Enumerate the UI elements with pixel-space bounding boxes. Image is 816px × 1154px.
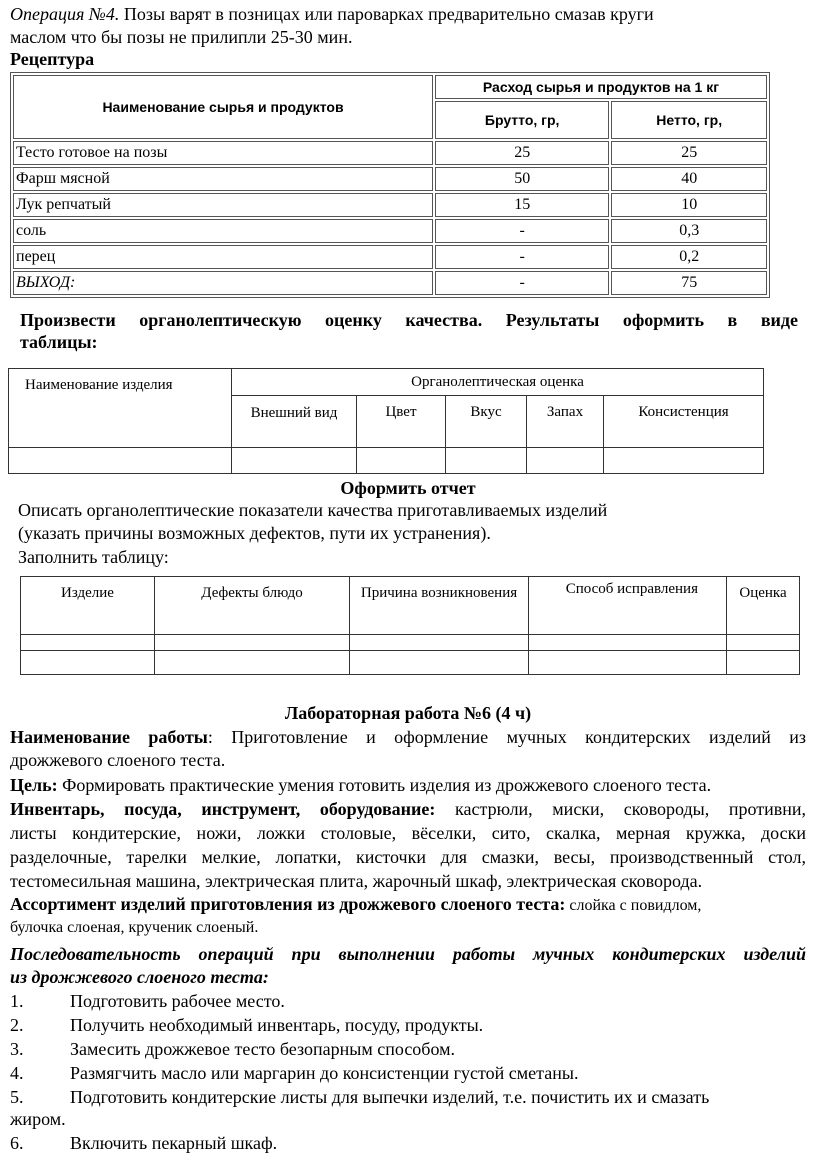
- sequence-title-2: из дрожжевого слоеного теста:: [10, 967, 269, 987]
- table-row: [13, 219, 767, 243]
- assortment-line: [10, 893, 806, 917]
- step-text: Подготовить кондитерские листы для выпечки изделий, т.е. почистить их и смазать: [70, 1087, 710, 1107]
- cell-net: 40: [611, 167, 767, 191]
- lab-name-text: : Приготовление и оформление мучных кондитерских изделий из: [207, 727, 806, 747]
- header-appearance: Внешний вид: [232, 396, 357, 448]
- assortment-text-2: булочка слоеная, крученик слоеный.: [10, 919, 259, 936]
- step-item: [10, 1086, 806, 1108]
- step-item: [10, 1038, 806, 1060]
- goal-label: Цель:: [10, 775, 58, 795]
- header-item: Изделие: [21, 577, 155, 635]
- step-number: 5.: [10, 1087, 24, 1107]
- table-row: [13, 193, 767, 217]
- lab-name-text-2: дрожжевого слоеного теста.: [10, 750, 226, 770]
- cell-name: Лук репчатый: [13, 193, 433, 217]
- cell-net: 75: [611, 271, 767, 295]
- header-score: Оценка: [727, 577, 800, 635]
- step-text: Замесить дрожжевое тесто безопарным способом.: [70, 1039, 456, 1059]
- operation-text: Позы варят в позницах или пароварках предварительно смазав круги: [119, 4, 654, 24]
- cell-gross: 50: [435, 167, 609, 191]
- recipe-title: Рецептура: [10, 49, 95, 69]
- report-title: Оформить отчет: [340, 478, 476, 498]
- operation-text-2: маслом что бы позы не прилипли 25-30 мин.: [10, 27, 353, 47]
- header-gross: Брутто, гр,: [435, 101, 609, 139]
- step-text: Размягчить масло или маргарин до консистенции густой сметаны.: [70, 1063, 579, 1083]
- step-number: 6.: [10, 1133, 24, 1153]
- inventory-text-2: листы кондитерские, ножи, ложки столовые, вёселки, сито, скалка, мерная кружка, доски: [10, 823, 806, 843]
- inventory-text-4: тестомесильная машина, электрическая плита, жарочный шкаф, электрическая сковорода.: [10, 871, 703, 891]
- cell-name: Тесто готовое на позы: [13, 141, 433, 165]
- table-row: [13, 141, 767, 165]
- eval-instruction-2: таблицы:: [20, 332, 98, 352]
- header-defects: Дефекты блюдо: [155, 577, 350, 635]
- step-item: [10, 1132, 806, 1154]
- lab-name-label: Наименование работы: [10, 727, 208, 747]
- step-text-continued: жиром.: [10, 1109, 66, 1129]
- assortment-text: слойка с повидлом,: [565, 897, 702, 914]
- goal-text: Формировать практические умения готовить изделия из дрожжевого слоеного теста.: [57, 775, 712, 795]
- cell-net: 0,2: [611, 245, 767, 269]
- cell-name: Фарш мясной: [13, 167, 433, 191]
- header-consistency: Консистенция: [604, 396, 764, 448]
- cell-gross: 25: [435, 141, 609, 165]
- cell-name: соль: [13, 219, 433, 243]
- report-text-2: (указать причины возможных дефектов, пути их устранения).: [18, 523, 491, 543]
- cell-net: 25: [611, 141, 767, 165]
- operation-label: Операция №4.: [10, 4, 120, 24]
- header-cause: Причина возникновения: [350, 577, 529, 635]
- step-item: [10, 990, 806, 1012]
- report-text-3: Заполнить таблицу:: [18, 547, 169, 567]
- recipe-table: [10, 72, 770, 298]
- header-organoleptic: Органолептическая оценка: [232, 369, 764, 396]
- step-item: [10, 1062, 806, 1084]
- header-taste: Вкус: [446, 396, 527, 448]
- header-net: Нетто, гр,: [611, 101, 767, 139]
- cell-net: 10: [611, 193, 767, 217]
- inventory-text-3: разделочные, тарелки мелкие, лопатки, кисточки для смазки, весы, производственный стол,: [10, 847, 806, 867]
- lab-title: Лабораторная работа №6 (4 ч): [284, 703, 532, 723]
- header-color: Цвет: [357, 396, 446, 448]
- header-name: Наименование сырья и продуктов: [13, 75, 433, 139]
- eval-instruction: Произвести органолептическую оценку качества. Результаты оформить в виде: [20, 310, 798, 330]
- inventory-line: [10, 798, 806, 820]
- step-number: 1.: [10, 991, 24, 1011]
- step-text: Получить необходимый инвентарь, посуду, продукты.: [70, 1015, 484, 1035]
- step-item: [10, 1014, 806, 1036]
- cell-gross: 15: [435, 193, 609, 217]
- header-smell: Запах: [527, 396, 604, 448]
- table-row: [13, 271, 767, 295]
- assortment-label: Ассортимент изделий приготовления из дрожжевого слоеного теста:: [10, 894, 566, 914]
- inventory-label: Инвентарь, посуда, инструмент, оборудование:: [10, 799, 436, 819]
- cell-gross: -: [435, 271, 609, 295]
- cell-gross: -: [435, 245, 609, 269]
- operation-line: [10, 3, 806, 25]
- step-number: 2.: [10, 1015, 24, 1035]
- cell-gross: -: [435, 219, 609, 243]
- step-text: Включить пекарный шкаф.: [70, 1133, 278, 1153]
- step-text: Подготовить рабочее место.: [70, 991, 285, 1011]
- header-item: Наименование изделия: [9, 369, 232, 448]
- evaluation-table: [8, 368, 764, 474]
- header-usage: Расход сырья и продуктов на 1 кг: [435, 75, 767, 99]
- lab-name-line: [10, 726, 806, 748]
- table-row: [13, 167, 767, 191]
- sequence-title: Последовательность операций при выполнении работы мучных кондитерских изделий: [10, 944, 806, 964]
- goal-line: [10, 774, 806, 796]
- inventory-text: кастрюли, миски, сковороды, противни,: [435, 799, 806, 819]
- table-row: [21, 651, 800, 675]
- table-row: [9, 448, 764, 474]
- report-text-1: Описать органолептические показатели качества приготавливаемых изделий: [18, 500, 608, 520]
- defects-table: [20, 576, 800, 675]
- step-number: 3.: [10, 1039, 24, 1059]
- cell-name: ВЫХОД:: [13, 271, 433, 295]
- step-number: 4.: [10, 1063, 24, 1083]
- cell-name: перец: [13, 245, 433, 269]
- table-row: [21, 635, 800, 651]
- table-row: [13, 245, 767, 269]
- header-fix: Способ исправления: [529, 577, 727, 635]
- cell-net: 0,3: [611, 219, 767, 243]
